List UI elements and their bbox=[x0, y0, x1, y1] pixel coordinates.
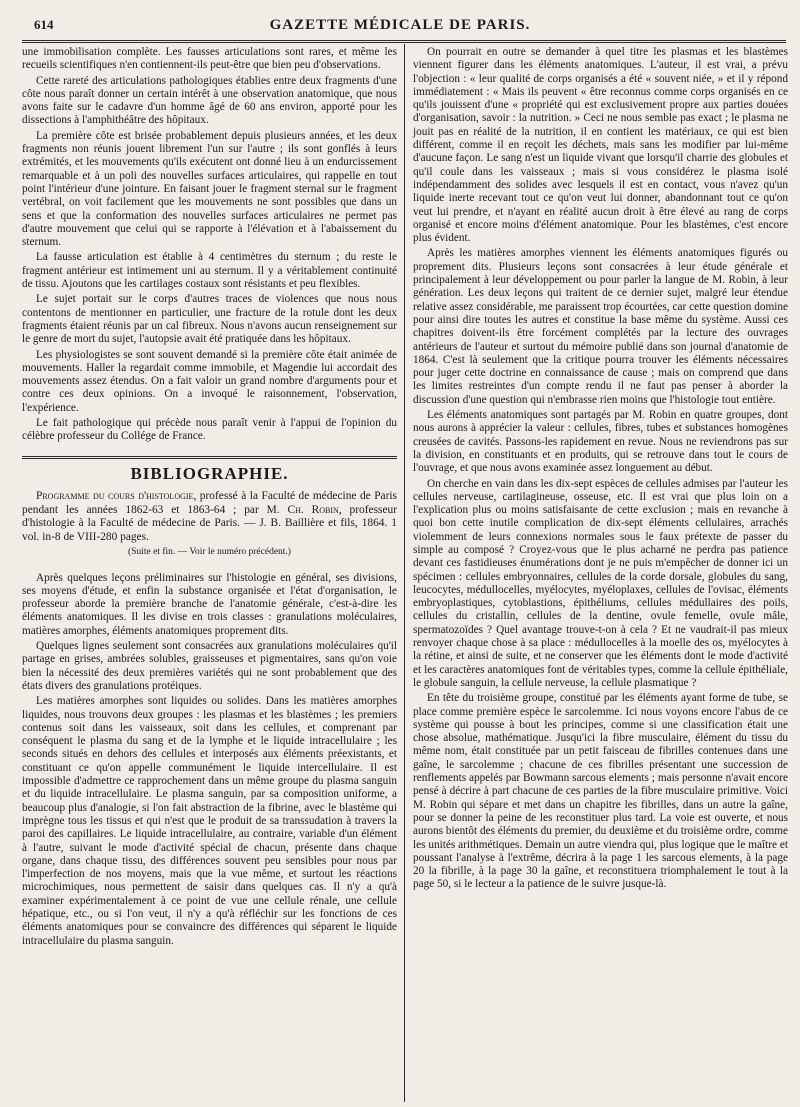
review-paragraph: Quelques lignes seulement sont consacrées aux granulations moléculaires qu'il partage en grises, ambrées solubles, graisseuses et pigmentaires, sans qu'on voie bien la nécessité des deux premières variétés qui ne sont probablement que des états divers des granulations protéiques. bbox=[22, 640, 397, 692]
article-paragraph: La première côte est brisée probablement depuis plusieurs années, et les deux fragments non réunis jouent librement l'un sur l'autre ; ils sont gonflés à leurs extrémités, et les mouvements qu'ils exécutent ont donné lieu à un endurcissement remarquable et à un poli des nouvelles surfaces articulaires, qui rappelle en tout point l'intérieur d'une jointure. En faisant jouer le fragment sternal sur le fragment vertébral, on voit facilement que les mouvements ne sont possibles que dans un sens et que la conformation des nouvelles surfaces articulaires ne permet pas d'autre mouvement que celui qui se rapporte à l'élévation et à l'abaissement du sternum. bbox=[22, 129, 397, 249]
book-details: , professé à la Faculté de médecine de Paris pendant les années 1862-63 et 1863-64 ; par M. bbox=[22, 489, 397, 516]
column-divider bbox=[404, 44, 405, 1102]
article-paragraph: Le sujet portait sur le corps d'autres traces de violences que nous nous contentons de mentionner en particulier, une fracture de la rotule dont les deux fragments étaient réunis par un cal fibreux. Nous n'avons aucun renseignement sur le genre de mort du sujet, l'autopsie avait été pratiquée dans les hôpitaux. bbox=[22, 293, 397, 346]
article-paragraph: Cette rareté des articulations pathologiques établies entre deux fragments d'une côte nous paraît donner un certain intérêt à une observation anatomique, que nous avons faite sur le cadavre d'un homme âgé de 60 ans environ, apporté pour les dissections à l'amphithéâtre des hôpitaux. bbox=[22, 74, 397, 127]
article-paragraph: La fausse articulation est établie à 4 centimètres du sternum ; du reste le fragment antérieur est intimement uni au sternum. Il y a véritablement continuité de tissu. Ajoutons que les cartilages costaux sont résistants et peu flexibles. bbox=[22, 251, 397, 291]
bibliography-reference bbox=[22, 490, 397, 544]
article-paragraph: une immobilisation complète. Les fausses articulations sont rares, et même les recueils scientifiques n'en contiennent-ils peut-être que bien peu d'observations. bbox=[22, 46, 397, 72]
section-title: BIBLIOGRAPHIE. bbox=[130, 463, 289, 483]
left-column bbox=[22, 46, 397, 950]
page-header bbox=[0, 0, 800, 40]
header-rule bbox=[22, 40, 786, 43]
book-title: Programme du cours d'histologie bbox=[36, 489, 194, 502]
review-paragraph: On pourrait en outre se demander à quel titre les plasmas et les blastèmes viennent figurer dans les éléments anatomiques. L'auteur, il est vrai, a prévu l'objection : « leur qualité de corps organisés a été « souvent niée, » et il y répond immédiatement : « Mais ils peuvent « être reconnus comme corps organisés en ce qu'ils jouissent d'une « propriété qui est exclusivement propre aux parties douées d'organisation, savoir : la nutrition. » Ceci ne nous semble pas exact ; le plasma ne jouit pas en réalité de la nutrition, il en contient les matériaux, ce qui est bien différent, comme il en reçoit les déchets, mais sans les modifier par lui-même d'aucune façon. Le sang n'est un liquide vivant que lorsqu'il charrie des globules et qu'il coule dans les vaisseaux ; mais si vous considérez le plasma isolé indépendamment des solides avec lesquels il est en contact, vous n'avez qu'un liquide inerte recevant tout ce qu'on veut lui donner, abandonnant tout ce qu'on veut lui prendre, et n'ayant en réalité aucun droit à être élevé au rang de corps organisé et encore moins d'élément anatomique. Pour les blastèmes, c'est encore plus évident. bbox=[413, 46, 788, 245]
review-paragraph: Les éléments anatomiques sont partagés par M. Robin en quatre groupes, dont nous aurons à apprécier la valeur : cellules, fibres, tubes et substances homogènes creusées de cavités. Passons-les rapidement en revue. Nous ne reviendrons pas sur la division, en constituants et en produits, qui se retrouve dans tout le cours de l'ouvrage, et que nous avons examinée assez longuement au début. bbox=[413, 409, 788, 475]
review-paragraph: Après quelques leçons préliminaires sur l'histologie en général, ses divisions, ses moyens d'étude, et enfin la substance organisée et l'état d'organisation, le professeur aborde la première branche de l'anatomie générale, c'est-à-dire les éléments anatomiques. Il les divise en trois classes : granulations moléculaires, matières amorphes, éléments anatomiques proprement dits. bbox=[22, 571, 397, 637]
right-column bbox=[413, 46, 788, 894]
article-paragraph: Le fait pathologique qui précède nous paraît venir à l'appui de l'opinion du célèbre professeur du Collége de France. bbox=[22, 417, 397, 443]
continuation-note: (Suite et fin. — Voir le numéro précédent.) bbox=[128, 547, 291, 558]
review-paragraph: Les matières amorphes sont liquides ou solides. Dans les matières amorphes liquides, nous trouvons deux groupes : les plasmas et les blastèmes ; les premiers contenus soit dans les vaisseaux, soit dans les cellules, et comprenant par conséquent le plasma du sang et de la lymphe et le liquide intracellulaire ; les seconds situés en dehors des cellules et interposés aux éléments préexistants, et constituant ce qu'on appelle communément le liquide intercellulaire. Il est impossible d'admettre ce rapprochement dans un même groupe du plasma sanguin et du liquide intracellulaire. Le plasma sanguin, par sa composition uniforme, a beaucoup plus d'analogie, si l'on fait abstraction de la fibrine, avec le blastème qui imprègne tous les tissus et qui n'est que le produit de sa transsudation à travers la paroi des capillaires. Le liquide intracellulaire, au contraire, variable d'un élément à l'autre, suivant le mode d'activité spécial de chacun, présente dans chaque organe, dans chaque tissu, des différences souvent peu sensibles pour nous par l'imperfection de nos moyens, mais que la vue même, et surtout les réactions microchimiques, nous permettent de saisir dans quelques cas. Il n'y a qu'à examiner expérimentalement à ce point de vue une cellule rénale, une cellule hépatique, etc., ou si l'on veut, il n'y a qu'à réfléchir sur les fonctions de ces éléments anatomiques pour se convaincre des différences qui séparent le liquide intracellulaire du plasma sanguin. bbox=[22, 695, 397, 947]
review-paragraph: En tête du troisième groupe, constitué par les éléments ayant forme de tube, se place comme première espèce le sarcolemme. Ici nous voyons encore l'abus de ce système qui pousse à bout les principes, comme si une classification était une chose absolue, mathématique. Jusqu'ici la fibre musculaire, élément du tissu du même nom, était constituée par un petit faisceau de fibrilles contenues dans une gaîne, le sarcolemme ; chacune de ces fibrilles présentant une succession de renflements appelés par Bowmann sarcous elements ; mais personne n'avait encore pensé à décrire à part chacune de ces parties de la fibre musculaire primitive. Voici M. Robin qui sépare et met dans un chapitre les fibrilles, dans un autre la gaîne, pour se donner la peine de les reconstituer plus tard. La voie est ouverte, et nous aurons bientôt des éléments du premier, du deuxième et du troisième ordre, comme les unités arithmétiques. Demain un autre viendra qui, plus logique que le maître et poussant l'analyse à l'extrême, décrira à la page 1 les sarcous elements, à la page 20 la fibrille, à la page 30 la gaîne, et reconstituera triomphalement le tout à la page 50, si le lecteur a la patience de le suivre jusque-là. bbox=[413, 692, 788, 891]
page-number: 614 bbox=[34, 17, 54, 32]
section-separator bbox=[22, 456, 397, 459]
review-paragraph: On cherche en vain dans les dix-sept espèces de cellules admises par l'auteur les cellules nerveuse, cartilagineuse, osseuse, etc. Il est vrai que plus loin on a l'explication plus ou moins satisfaisante de cette exclusion ; mais en revanche à quoi bon cette inutile complication de dix-sept éléments cellulaires, arrachés violemment de leurs connexions normales sous le faux prétexte de passer du simple au composé ? Croyez-vous que le plus acharné ne perdra pas patience devant ces fastidieuses énumérations dont je ne puis m'empêcher de donner ici un spécimen : cellules embryonnaires, cellules de la corde dorsale, globules du sang, leucocytes, médullocelles, myélocytes, myéloplaxes, cellules de l'ovisac, éléments embryoplastiques, cytoblastions, épithéliums, cellules médullaires des poils, cellules du cristallin, cellules de la dentine, ovule femelle, ovule mâle, spermatozoïdes ? Quel avantage trouve-t-on à cela ? Et ne vaudrait-il pas mieux renvoyer chaque chose à sa place : médullocelles à la moelle des os, myélocytes à la rétine, et ainsi de suite, et ne conserver que les éléments dont le mode d'activité et les caractères anatomiques font de véritables types, comme la cellule épithéliale, le globule sanguin, la cellule nerveuse, la cellule plasmatique ? bbox=[413, 477, 788, 689]
book-author: Ch. Robin bbox=[287, 503, 339, 516]
review-paragraph: Après les matières amorphes viennent les éléments anatomiques figurés ou proprement dits. Plusieurs leçons sont consacrées à leur étude générale et principalement à leur développement ou pour parler la langue de M. Robin, à leur génération. Les deux leçons qui traitent de ce dernier sujet, malgré leur étendue relative assez considérable, me paraissent trop écourtées, car cette question domine pour ainsi dire toutes les autres et constitue la base même du système. Aussi ces chapitres doivent-ils être forcément complétés par la lecture des ouvrages antérieurs de l'auteur et surtout du mémoire publié dans son journal d'anatomie de 1864. C'est là seulement que la critique pourra trouver les éléments nécessaires pour juger cette doctrine en connaissance de cause ; mais on comprend que dans les limites restreintes d'un compte rendu il ne faut pas penser à aborder la discussion d'une question qui n'embrasse rien moins que l'histologie tout entière. bbox=[413, 247, 788, 406]
journal-title: GAZETTE MÉDICALE DE PARIS. bbox=[269, 17, 531, 33]
article-paragraph: Les physiologistes se sont souvent demandé si la première côte était animée de mouvements. Haller la regardait comme immobile, et Magendie lui accordait des mouvements assez étendus. On a fait valoir un grand nombre d'arguments pour et contre ces deux opinions. On a invoqué le raisonnement, l'observation, l'expérience. bbox=[22, 348, 397, 414]
book-publisher: , professeur d'histologie à la Faculté de médecine de Paris. — J. B. Baillière et fils, 1864. 1 vol. in-8 de VIII-280 pages. bbox=[22, 503, 397, 543]
